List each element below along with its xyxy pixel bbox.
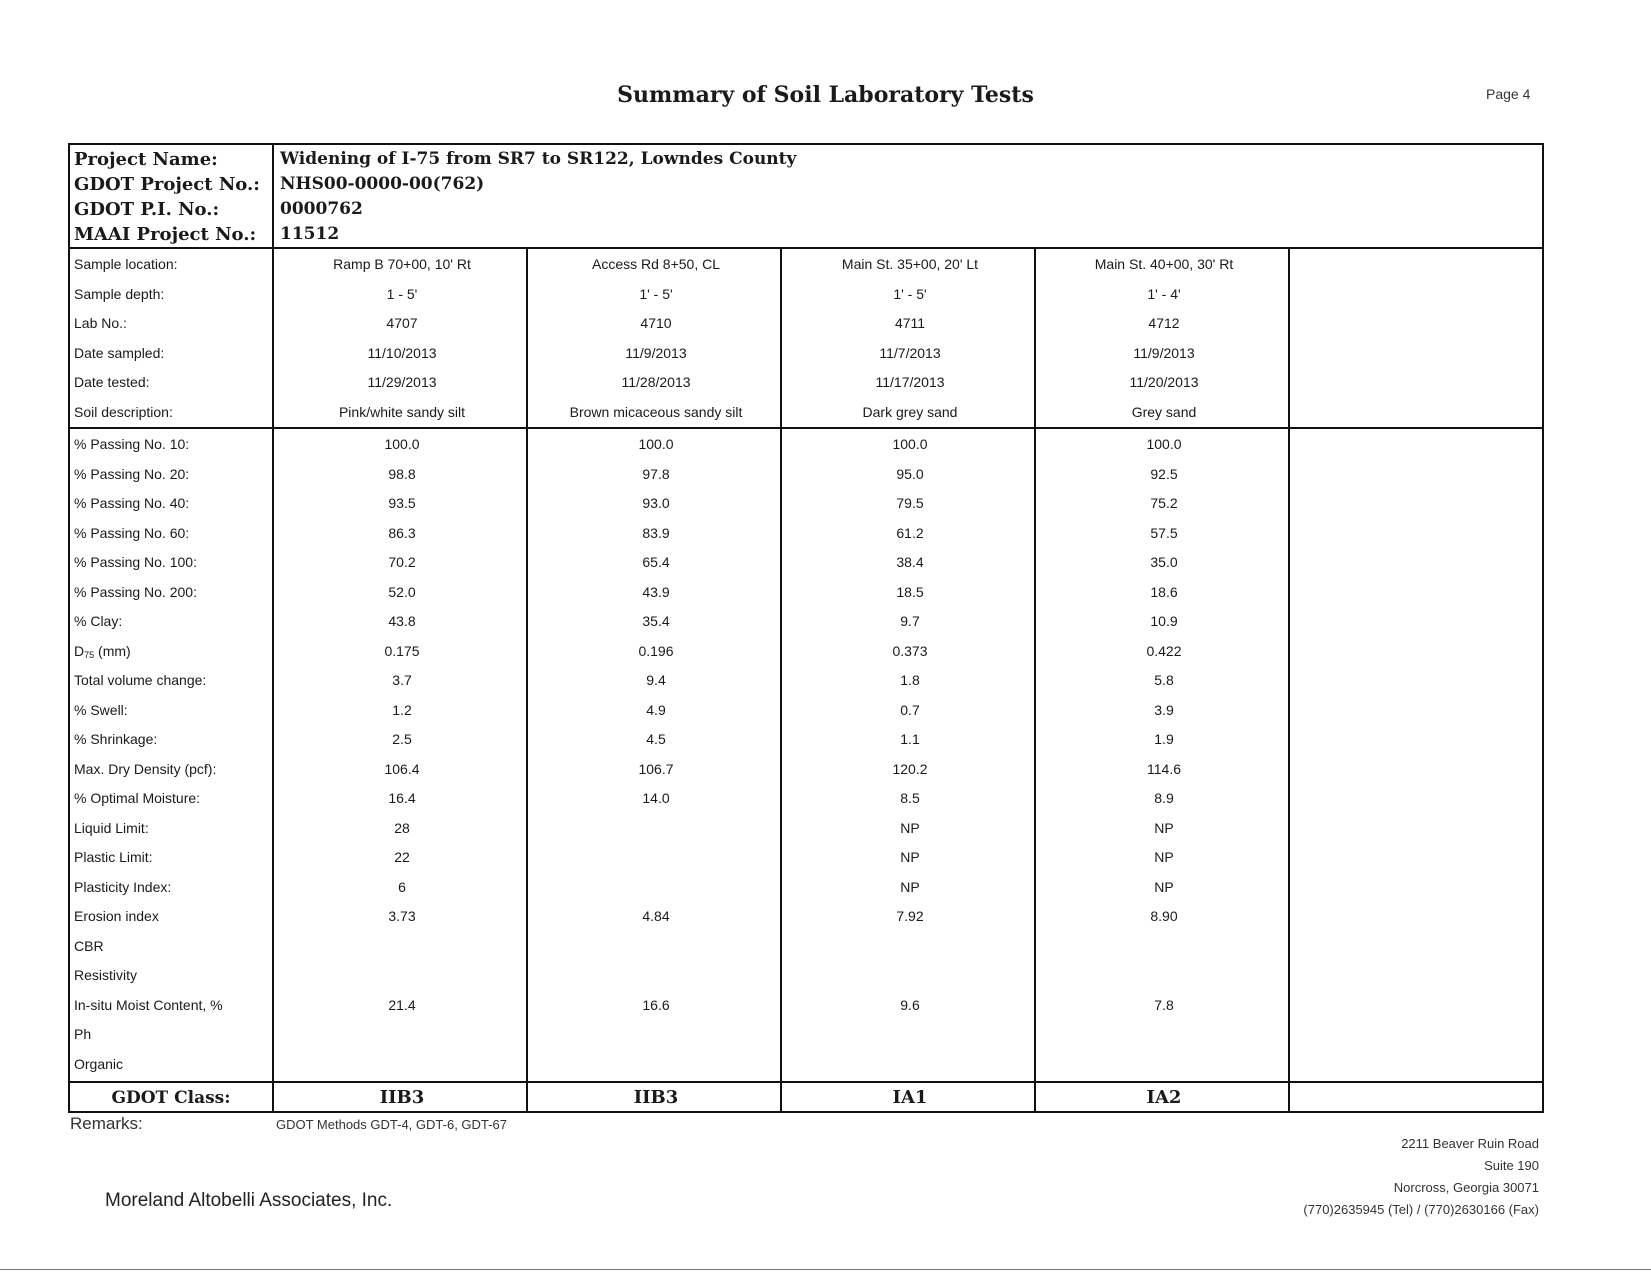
row-value: NP bbox=[900, 819, 920, 836]
test-result-row bbox=[70, 724, 1542, 754]
row-value: 9.4 bbox=[646, 672, 666, 688]
row-value: 11/9/2013 bbox=[1133, 344, 1195, 361]
row-value: 106.7 bbox=[638, 760, 674, 777]
row-label: Liquid Limit: bbox=[74, 819, 149, 836]
row-value: 8.9 bbox=[1154, 790, 1174, 806]
row-value: 18.6 bbox=[1150, 583, 1178, 600]
row-value: 4712 bbox=[1148, 315, 1180, 331]
row-value: 0.196 bbox=[638, 642, 674, 659]
gdot-class-value: IA1 bbox=[892, 1087, 928, 1108]
row-label: % Shrinkage: bbox=[74, 731, 158, 747]
row-value: 114.6 bbox=[1147, 760, 1181, 777]
row-value: 1.2 bbox=[392, 701, 412, 718]
row-label: In-situ Moist Content, % bbox=[74, 996, 223, 1013]
row-value: 106.4 bbox=[384, 760, 420, 777]
row-value: 43.8 bbox=[388, 613, 416, 629]
gdot-class-value: IIB3 bbox=[379, 1087, 425, 1108]
row-value: 16.4 bbox=[388, 790, 416, 806]
row-value: 79.5 bbox=[896, 495, 924, 511]
row-label: Lab No.: bbox=[74, 315, 127, 331]
row-value: 3.73 bbox=[388, 908, 416, 924]
project-header bbox=[70, 145, 1542, 249]
sample-info-row bbox=[70, 397, 1542, 427]
test-result-row bbox=[70, 429, 1542, 459]
row-value: 0.422 bbox=[1146, 642, 1182, 659]
project-name-label: Project Name: bbox=[74, 149, 218, 170]
row-label: % Swell: bbox=[74, 701, 128, 718]
row-value bbox=[530, 813, 782, 843]
row-value: 3.9 bbox=[1154, 701, 1174, 718]
row-value bbox=[1038, 931, 1290, 961]
row-label: CBR bbox=[74, 937, 104, 954]
row-label: Resistivity bbox=[74, 967, 138, 983]
row-value bbox=[1038, 1049, 1290, 1079]
row-value: 0.175 bbox=[384, 642, 420, 659]
test-result-row bbox=[70, 488, 1542, 518]
gdot-class-value: IIB3 bbox=[633, 1087, 679, 1108]
row-value: 11/29/2013 bbox=[367, 374, 437, 390]
row-label: Plasticity Index: bbox=[74, 878, 172, 895]
row-label: % Clay: bbox=[74, 613, 123, 629]
row-value: 11/9/2013 bbox=[625, 344, 687, 361]
summary-table bbox=[68, 143, 1544, 1113]
row-label: % Passing No. 60: bbox=[74, 524, 190, 541]
row-value: 1 - 5' bbox=[386, 285, 418, 302]
test-result-row bbox=[70, 459, 1542, 489]
row-value bbox=[784, 1019, 1036, 1049]
row-value: 1.8 bbox=[900, 672, 920, 688]
row-value: 4.5 bbox=[646, 731, 666, 747]
row-value: 52.0 bbox=[388, 583, 416, 600]
test-result-row bbox=[70, 636, 1542, 666]
row-value bbox=[530, 931, 782, 961]
row-value: 0.7 bbox=[900, 701, 920, 718]
row-value: Main St. 40+00, 30' Rt bbox=[1094, 256, 1234, 272]
row-value: 28 bbox=[394, 819, 410, 836]
row-value: 8.5 bbox=[900, 790, 920, 806]
row-value: NP bbox=[900, 849, 920, 865]
row-value: 11/10/2013 bbox=[367, 344, 437, 361]
row-value: 100.0 bbox=[1146, 436, 1182, 452]
row-label: % Passing No. 100: bbox=[74, 554, 197, 570]
row-label: Sample location: bbox=[74, 256, 178, 272]
row-value: NP bbox=[1154, 819, 1174, 836]
page-number: Page 4 bbox=[1486, 86, 1531, 102]
gdot-class-value: IA2 bbox=[1146, 1087, 1182, 1108]
row-label: % Passing No. 40: bbox=[74, 495, 190, 511]
row-label: Organic bbox=[74, 1055, 124, 1072]
row-value: 9.6 bbox=[900, 996, 920, 1013]
row-value bbox=[276, 1049, 528, 1079]
gdot-project-no-label: GDOT Project No.: bbox=[74, 174, 260, 195]
row-value: 93.5 bbox=[388, 495, 416, 511]
test-result-row bbox=[70, 518, 1542, 548]
test-result-row bbox=[70, 960, 1542, 990]
row-value: 83.9 bbox=[642, 524, 670, 541]
row-value: 11/7/2013 bbox=[879, 344, 941, 361]
row-value: 16.6 bbox=[642, 996, 670, 1013]
row-value bbox=[784, 1049, 1036, 1079]
row-label: Plastic Limit: bbox=[74, 849, 153, 865]
row-value: 3.7 bbox=[392, 672, 412, 688]
sample-info-row bbox=[70, 249, 1542, 279]
row-value: 1.9 bbox=[1154, 731, 1174, 747]
row-value: 1' - 5' bbox=[639, 285, 673, 302]
maai-project-no-value: 11512 bbox=[280, 224, 340, 244]
row-value: 9.7 bbox=[900, 613, 920, 629]
maai-project-no-label: MAAI Project No.: bbox=[74, 224, 257, 245]
test-result-row bbox=[70, 695, 1542, 725]
row-value: 22 bbox=[394, 849, 410, 865]
row-value: Access Rd 8+50, CL bbox=[591, 256, 720, 272]
address-line: Norcross, Georgia 30071 bbox=[1393, 1180, 1539, 1195]
row-value: 1.1 bbox=[900, 731, 920, 747]
row-label: Soil description: bbox=[74, 403, 173, 420]
row-label: Sample depth: bbox=[74, 285, 165, 302]
row-value: 11/28/2013 bbox=[621, 374, 691, 390]
company-address bbox=[1303, 1133, 1539, 1221]
row-value: 7.92 bbox=[896, 908, 924, 924]
row-label: % Passing No. 10: bbox=[74, 436, 190, 452]
test-result-row bbox=[70, 783, 1542, 813]
test-result-row bbox=[70, 990, 1542, 1020]
row-value: 97.8 bbox=[642, 465, 670, 482]
row-value: 35.0 bbox=[1150, 554, 1178, 570]
row-label: % Passing No. 200: bbox=[74, 583, 197, 600]
row-value: 10.9 bbox=[1150, 613, 1178, 629]
row-label: Date sampled: bbox=[74, 344, 165, 361]
test-result-row bbox=[70, 901, 1542, 931]
test-result-row bbox=[70, 754, 1542, 784]
test-result-row bbox=[70, 931, 1542, 961]
row-value: 38.4 bbox=[896, 554, 924, 570]
row-value: 95.0 bbox=[896, 465, 924, 482]
row-value bbox=[784, 960, 1036, 990]
row-value bbox=[276, 1019, 528, 1049]
row-value bbox=[530, 1019, 782, 1049]
row-value: Grey sand bbox=[1131, 403, 1197, 420]
row-value: Main St. 35+00, 20' Lt bbox=[841, 256, 979, 272]
row-label: % Passing No. 20: bbox=[74, 465, 190, 482]
row-value bbox=[530, 960, 782, 990]
page-bottom-rule bbox=[0, 1269, 1651, 1270]
test-result-row bbox=[70, 842, 1542, 872]
row-value: 18.5 bbox=[896, 583, 924, 600]
address-line: Suite 190 bbox=[1484, 1158, 1539, 1173]
row-value: Pink/white sandy silt bbox=[338, 403, 466, 420]
row-value: 2.5 bbox=[392, 731, 412, 747]
row-value bbox=[1038, 1019, 1290, 1049]
gdot-pi-no-label: GDOT P.I. No.: bbox=[74, 199, 220, 220]
test-result-row bbox=[70, 665, 1542, 695]
row-value bbox=[276, 960, 528, 990]
gdot-pi-no-value: 0000762 bbox=[280, 199, 363, 219]
page-title: Summary of Soil Laboratory Tests bbox=[617, 82, 1034, 108]
sample-info-row bbox=[70, 367, 1542, 397]
row-value: Dark grey sand bbox=[862, 403, 958, 420]
row-value bbox=[530, 1049, 782, 1079]
row-value: 4.84 bbox=[642, 908, 670, 924]
address-line: (770)2635945 (Tel) / (770)2630166 (Fax) bbox=[1303, 1202, 1539, 1217]
row-value: 4711 bbox=[894, 315, 926, 331]
row-label: Ph bbox=[74, 1026, 92, 1042]
row-value: 4710 bbox=[640, 315, 672, 331]
test-result-row bbox=[70, 577, 1542, 607]
row-value: 75.2 bbox=[1150, 495, 1178, 511]
row-label: $D_{75}$ (mm) bbox=[74, 642, 131, 660]
gdot-class-label: GDOT Class: bbox=[111, 1088, 231, 1108]
row-value: 61.2 bbox=[896, 524, 924, 541]
row-value bbox=[784, 931, 1036, 961]
company-name: Moreland Altobelli Associates, Inc. bbox=[105, 1190, 393, 1211]
row-value: 0.373 bbox=[892, 642, 928, 659]
project-name-value: Widening of I-75 from SR7 to SR122, Lowndes County bbox=[280, 149, 797, 169]
row-value: 98.8 bbox=[388, 465, 416, 482]
row-value: NP bbox=[1154, 878, 1174, 895]
row-value: 4707 bbox=[386, 315, 418, 331]
remarks-value: GDOT Methods GDT-4, GDT-6, GDT-67 bbox=[276, 1117, 507, 1132]
row-value bbox=[530, 842, 782, 872]
row-value: 35.4 bbox=[642, 613, 670, 629]
row-value: 43.9 bbox=[642, 583, 670, 600]
row-value: 120.2 bbox=[892, 760, 928, 777]
row-value: 4.9 bbox=[646, 701, 666, 718]
row-value: NP bbox=[900, 878, 920, 895]
row-value: 65.4 bbox=[642, 554, 670, 570]
test-result-row bbox=[70, 813, 1542, 843]
row-value: 92.5 bbox=[1150, 465, 1178, 482]
row-value: 11/20/2013 bbox=[1129, 374, 1199, 390]
row-value: 1' - 5' bbox=[893, 285, 927, 302]
remarks-label: Remarks: bbox=[70, 1114, 143, 1133]
row-value: 7.8 bbox=[1154, 996, 1174, 1013]
row-value: Ramp B 70+00, 10' Rt bbox=[333, 256, 471, 272]
row-value: 6 bbox=[398, 878, 406, 895]
test-result-row bbox=[70, 872, 1542, 902]
sample-info-row bbox=[70, 279, 1542, 309]
test-result-row bbox=[70, 606, 1542, 636]
test-result-row bbox=[70, 547, 1542, 577]
row-value: 100.0 bbox=[384, 436, 420, 452]
sample-info-row bbox=[70, 308, 1542, 338]
row-value: 100.0 bbox=[892, 436, 928, 452]
gdot-class-row bbox=[70, 1083, 1542, 1113]
row-value: 21.4 bbox=[388, 996, 416, 1013]
row-value bbox=[530, 872, 782, 902]
row-label: Erosion index bbox=[74, 908, 159, 924]
row-value: 8.90 bbox=[1150, 908, 1178, 924]
row-value: 14.0 bbox=[642, 790, 670, 806]
gdot-project-no-value: NHS00-0000-00(762) bbox=[280, 174, 485, 194]
row-value bbox=[1038, 960, 1290, 990]
row-value: 93.0 bbox=[642, 495, 670, 511]
test-result-row bbox=[70, 1049, 1542, 1079]
address-line: 2211 Beaver Ruin Road bbox=[1401, 1136, 1539, 1151]
row-value: NP bbox=[1154, 849, 1174, 865]
row-label: % Optimal Moisture: bbox=[74, 790, 201, 806]
row-value: Brown micaceous sandy silt bbox=[569, 403, 743, 420]
sample-info-row bbox=[70, 338, 1542, 368]
row-value bbox=[276, 931, 528, 961]
row-label: Total volume change: bbox=[74, 672, 207, 688]
row-value: 11/17/2013 bbox=[875, 374, 945, 390]
test-result-row bbox=[70, 1019, 1542, 1049]
row-value: 5.8 bbox=[1154, 672, 1174, 688]
row-value: 70.2 bbox=[388, 554, 416, 570]
row-label: Max. Dry Density (pcf): bbox=[74, 760, 217, 777]
row-value: 1' - 4' bbox=[1147, 285, 1181, 302]
row-value: 86.3 bbox=[388, 524, 416, 541]
row-value: 100.0 bbox=[638, 436, 674, 452]
row-value: 57.5 bbox=[1150, 524, 1178, 541]
row-label: Date tested: bbox=[74, 374, 150, 390]
